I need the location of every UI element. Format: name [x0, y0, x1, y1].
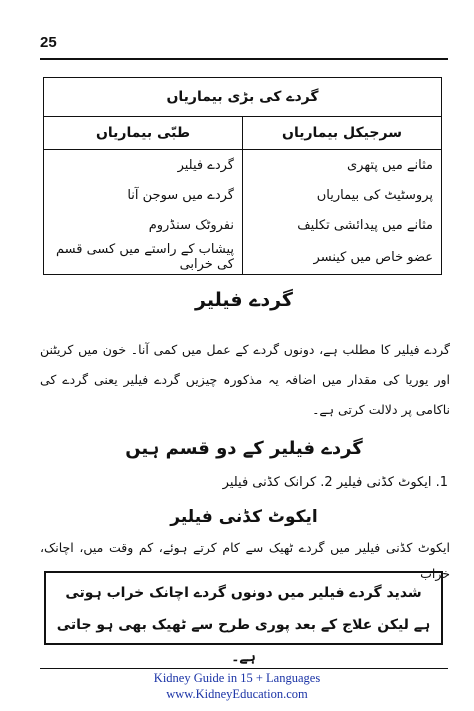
surgical-cell: پروسٹیٹ کی بیماریاں — [243, 180, 442, 210]
highlight-note-box: شدید گردے فیلیر میں دونوں گردے اچانک خراب ہوتی ہے لیکن علاج کے بعد پوری طرح سے ٹھیک بھی ہو جاتی ہے۔ — [44, 571, 443, 645]
medical-cell: گردے فیلیر — [44, 150, 243, 181]
footer-website: www.KidneyEducation.com — [166, 687, 308, 701]
footer-title: Kidney Guide in 15 + Languages — [153, 671, 321, 685]
page-number: 25 — [40, 34, 57, 51]
kidney-diseases-table — [43, 77, 442, 275]
footer-rule — [40, 668, 448, 669]
table-row — [44, 240, 442, 275]
table-row — [44, 150, 442, 181]
medical-cell: پیشاب کے راستے میں کسی قسم کی خرابی — [44, 240, 243, 275]
definition-paragraph: گردے فیلیر کا مطلب ہے، دونوں گردے کے عمل میں کمی آنا۔ خون میں کریٹنن اور یوریا کی مقدار میں اضافہ یہ مذکورہ چیزیں گردے فیلیر یعنی گردے کی ناکامی پر دلالت کرتی ہے۔ — [40, 342, 450, 417]
section-heading-acute: ایکوٹ کڈنی فیلیر — [170, 507, 318, 527]
medical-cell: نفروٹک سنڈروم — [44, 210, 243, 240]
section-heading-two-types: گردے فیلیر کے دو قسم ہیں — [125, 438, 363, 459]
surgical-cell: مثانے میں پتھری — [243, 150, 442, 181]
acute-paragraph: ایکوٹ کڈنی فیلیر میں گردے ٹھیک سے کام کرتے ہوئے، کم وقت میں، اچانک، خراب — [40, 540, 450, 581]
medical-cell: گردے میں سوجن آنا — [44, 180, 243, 210]
header-rule — [40, 58, 448, 60]
table-title: گردے کی بڑی بیماریاں — [44, 78, 442, 117]
table-row — [44, 210, 442, 240]
column-header-medical: طبّی بیماریاں — [44, 117, 243, 150]
types-list: 1. ایکوٹ کڈنی فیلیر 2. کرانک کڈنی فیلیر — [222, 475, 448, 490]
column-header-surgical: سرجیکل بیماریاں — [243, 117, 442, 150]
surgical-cell: مثانے میں پیدائشی تکلیف — [243, 210, 442, 240]
section-heading-kidney-failure: گردے فیلیر — [195, 289, 293, 311]
table-row — [44, 180, 442, 210]
surgical-cell: عضو خاص میں کینسر — [243, 240, 442, 275]
